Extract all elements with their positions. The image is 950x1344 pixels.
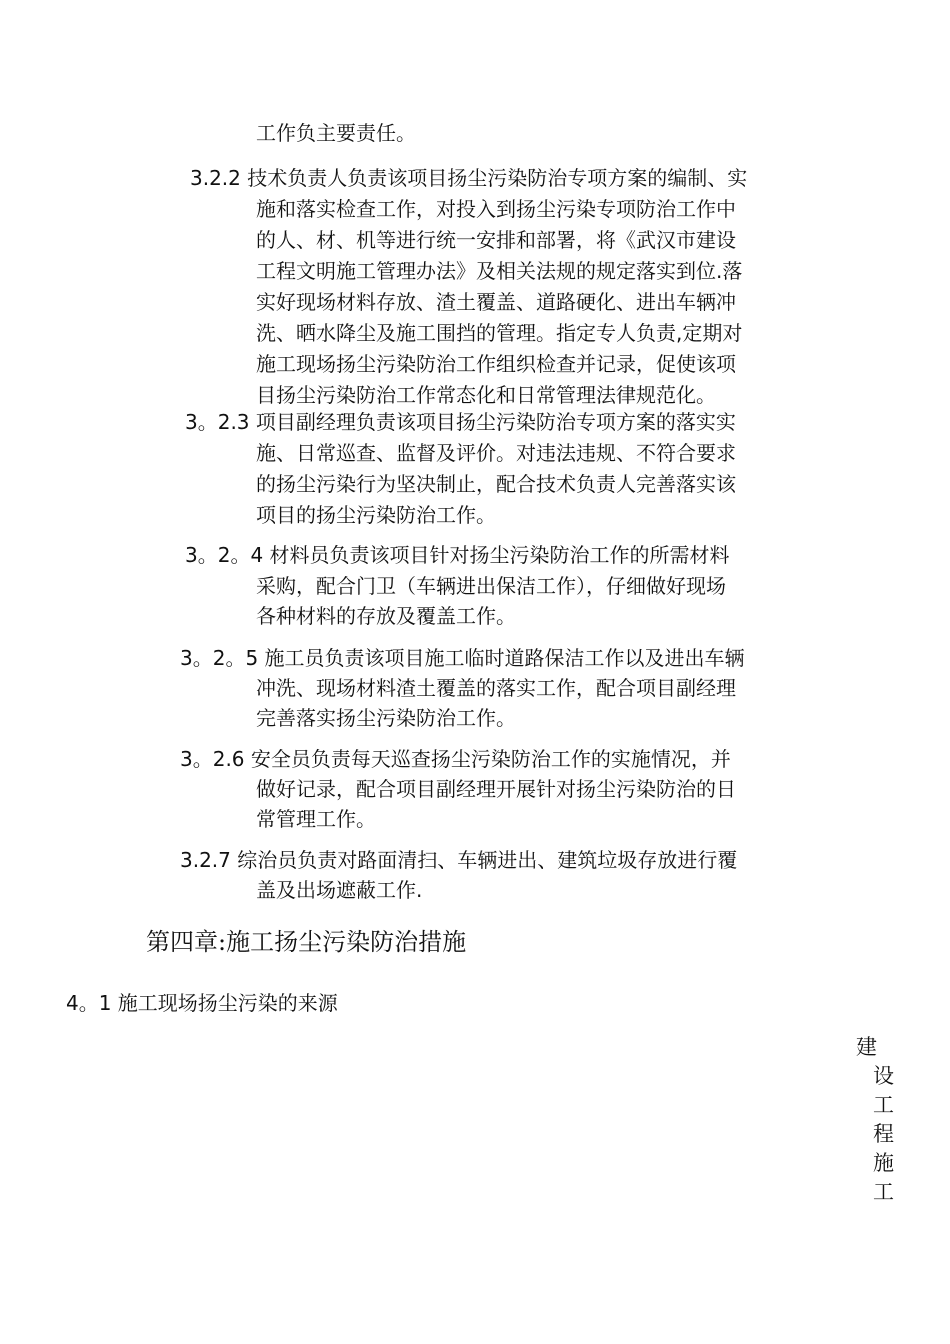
item-3-2-4-line-1: 3。2。4 材料员负责该项目针对扬尘污染防治工作的所需材料 (185, 543, 730, 567)
item-3-2-2-line-5: 实好现场材料存放、渣土覆盖、道路硬化、进出车辆冲 (256, 290, 736, 314)
item-3-2-7-line-1: 3.2.7 综治员负责对路面清扫、车辆进出、建筑垃圾存放进行覆 (180, 848, 738, 872)
item-3-2-5-line-3: 完善落实扬尘污染防治工作。 (256, 706, 516, 730)
item-3-2-3-line-4: 项目的扬尘污染防治工作。 (256, 503, 496, 527)
item-3-2-2-line-6: 洗、晒水降尘及施工围挡的管理。指定专人负责,定期对 (256, 321, 743, 345)
vertical-char: 工 (873, 1180, 894, 1204)
section-heading: 4。1 施工现场扬尘污染的来源 (66, 991, 338, 1015)
item-3-2-3-line-2: 施、日常巡查、监督及评价。对违法违规、不符合要求 (256, 441, 736, 465)
item-3-2-6-line-2: 做好记录，配合项目副经理开展针对扬尘污染防治的日 (256, 777, 736, 801)
item-3-2-4-line-3: 各种材料的存放及覆盖工作。 (256, 604, 516, 628)
item-3-2-7-line-2: 盖及出场遮蔽工作. (256, 878, 423, 902)
item-3-2-4-line-2: 采购，配合门卫（车辆进出保洁工作），仔细做好现场 (256, 574, 726, 598)
item-3-2-3-line-3: 的扬尘污染行为坚决制止，配合技术负责人完善落实该 (256, 472, 736, 496)
item-3-2-2-line-4: 工程文明施工管理办法》及相关法规的规定落实到位.落 (256, 259, 743, 283)
item-3-2-2-line-1: 3.2.2 技术负责人负责该项目扬尘污染防治专项方案的编制、实 (190, 166, 748, 190)
item-3-2-2-line-7: 施工现场扬尘污染防治工作组织检查并记录，促使该项 (256, 352, 736, 376)
vertical-char: 建 (856, 1035, 877, 1059)
item-3-2-2-line-8: 目扬尘污染防治工作常态化和日常管理法律规范化。 (256, 383, 716, 407)
vertical-char: 施 (873, 1151, 894, 1175)
intro-line: 工作负主要责任。 (256, 121, 416, 145)
item-3-2-6-line-3: 常管理工作。 (256, 807, 376, 831)
vertical-char: 程 (873, 1122, 894, 1146)
vertical-char: 设 (873, 1064, 894, 1088)
item-3-2-5-line-1: 3。2。5 施工员负责该项目施工临时道路保洁工作以及进出车辆 (180, 646, 745, 670)
item-3-2-2-line-2: 施和落实检查工作，对投入到扬尘污染专项防治工作中 (256, 197, 736, 221)
item-3-2-2-line-3: 的人、材、机等进行统一安排和部署，将《武汉市建设 (256, 228, 736, 252)
chapter-heading: 第四章:施工扬尘污染防治措施 (146, 928, 467, 956)
item-3-2-6-line-1: 3。2.6 安全员负责每天巡查扬尘污染防治工作的实施情况，并 (180, 747, 731, 771)
item-3-2-3-line-1: 3。2.3 项目副经理负责该项目扬尘污染防治专项方案的落实实 (185, 410, 736, 434)
vertical-char: 工 (873, 1093, 894, 1117)
item-3-2-5-line-2: 冲洗、现场材料渣土覆盖的落实工作，配合项目副经理 (256, 676, 736, 700)
